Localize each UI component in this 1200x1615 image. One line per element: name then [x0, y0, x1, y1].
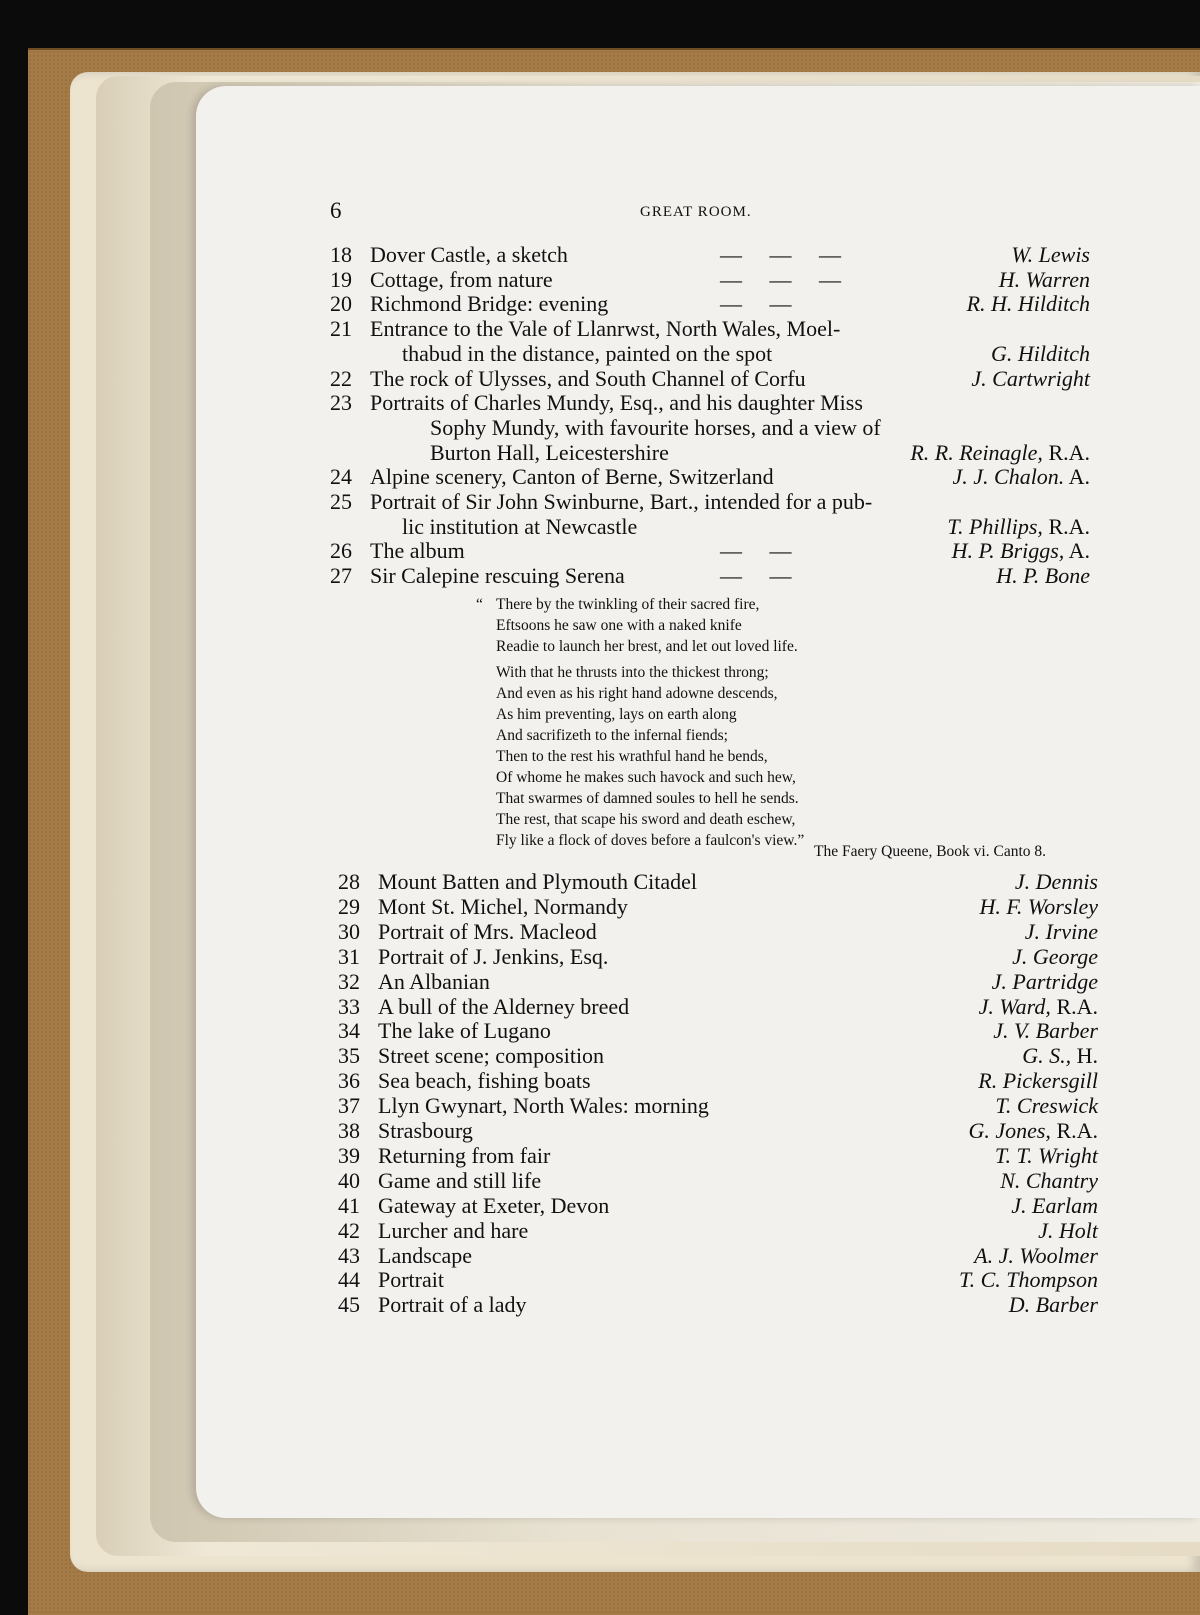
- entry-number: 43: [338, 1243, 360, 1268]
- artist-italic: H. F. Worsley: [979, 894, 1098, 919]
- entry-title: Portraits of Charles Mundy, Esq., and his daughter Miss: [370, 390, 863, 415]
- artist-name: [1025, 919, 1098, 945]
- catalogue-entry: [338, 894, 1098, 919]
- artist-name: [952, 464, 1090, 490]
- page-number: 6: [330, 198, 342, 223]
- artist-name: [1000, 1168, 1098, 1194]
- entry-title: Entrance to the Vale of Llanrwst, North Wales, Moel-: [370, 316, 841, 341]
- artist-italic: H. P. Bone: [996, 563, 1090, 588]
- entry-number: 39: [338, 1143, 360, 1168]
- artist-name: [978, 1068, 1098, 1094]
- entry-number: 33: [338, 994, 360, 1019]
- catalogue-entry: [338, 944, 1098, 969]
- catalogue-entry: [338, 869, 1098, 894]
- catalogue-entry: [338, 1218, 1098, 1243]
- entry-title: The album: [370, 538, 465, 563]
- entry-title: Gateway at Exeter, Devon: [378, 1193, 610, 1218]
- artist-name: [979, 894, 1098, 920]
- leader-dashes: — — —: [720, 242, 841, 267]
- catalogue-entry: [338, 1118, 1098, 1143]
- artist-italic: J. Dennis: [1014, 869, 1098, 894]
- artist-name: [992, 969, 1098, 995]
- entry-number: 19: [330, 267, 352, 292]
- artist-name: [999, 267, 1090, 293]
- artist-name: [1011, 1193, 1098, 1219]
- artist-name: [968, 1118, 1098, 1144]
- artist-italic: J. Partridge: [991, 969, 1098, 994]
- verse-line: Readie to launch her brest, and let out loved life.: [496, 638, 798, 655]
- artist-italic: W. Lewis: [1011, 242, 1090, 267]
- entry-title: Richmond Bridge: evening: [370, 291, 609, 316]
- entry-number: 41: [338, 1193, 360, 1218]
- entry-title: Llyn Gwynart, North Wales: morning: [378, 1093, 709, 1118]
- catalogue-entry: [330, 316, 1090, 341]
- entry-title: Burton Hall, Leicestershire: [430, 440, 669, 465]
- artist-name: [971, 366, 1090, 392]
- artist-name: [1011, 242, 1090, 268]
- artist-italic: J. Cartwright: [971, 366, 1090, 391]
- artist-suffix: R.A.: [1042, 514, 1090, 539]
- entry-title: Lurcher and hare: [378, 1218, 529, 1243]
- catalogue-entry: [330, 464, 1090, 489]
- artist-italic: R. Pickersgill: [978, 1068, 1098, 1093]
- artist-italic: G. S.,: [1022, 1043, 1072, 1068]
- artist-italic: J. Ward,: [978, 994, 1051, 1019]
- artist-suffix: R.A.: [1050, 1118, 1098, 1143]
- artist-suffix: A.: [1064, 538, 1090, 563]
- catalogue-entry: [338, 1068, 1098, 1093]
- artist-name: [993, 1018, 1098, 1044]
- entry-title: The rock of Ulysses, and South Channel of Corfu: [370, 366, 806, 391]
- artist-suffix: A.: [1064, 464, 1090, 489]
- catalogue-entry: [338, 1292, 1098, 1317]
- artist-italic: T. Phillips,: [947, 514, 1043, 539]
- entry-title: Sir Calepine rescuing Serena: [370, 563, 625, 588]
- entry-title: An Albanian: [378, 969, 490, 994]
- artist-italic: J. George: [1012, 944, 1098, 969]
- artist-name: [947, 514, 1090, 540]
- catalogue-entry: [338, 1243, 1098, 1268]
- entry-title: Portrait of Mrs. Macleod: [378, 919, 597, 944]
- artist-name: [959, 1267, 1098, 1293]
- leader-dashes: — —: [720, 291, 792, 316]
- catalogue-entry: [330, 514, 1090, 539]
- entry-number: 34: [338, 1018, 360, 1043]
- artist-italic: T. Creswick: [995, 1093, 1098, 1118]
- artist-name: [1022, 1043, 1098, 1069]
- artist-name: [952, 538, 1090, 564]
- catalogue-entry: [338, 1018, 1098, 1043]
- artist-italic: G. Hilditch: [991, 341, 1090, 366]
- entry-title: Portrait: [378, 1267, 444, 1292]
- verse-line: And sacrifizeth to the infernal fiends;: [496, 727, 728, 744]
- entry-title: Portrait of Sir John Swinburne, Bart., intended for a pub-: [370, 489, 873, 514]
- entry-number: 42: [338, 1218, 360, 1243]
- verse-line: Of whome he makes such havock and such hew,: [496, 769, 796, 786]
- entry-title: Sea beach, fishing boats: [378, 1068, 591, 1093]
- entry-title: Mont St. Michel, Normandy: [378, 894, 628, 919]
- entry-number: 35: [338, 1043, 360, 1068]
- page-header: [330, 198, 1090, 226]
- verse-line: The rest, that scape his sword and death eschew,: [496, 811, 796, 828]
- catalogue-entry: [330, 242, 1090, 267]
- entry-title: Cottage, from nature: [370, 267, 553, 292]
- entry-title: Returning from fair: [378, 1143, 551, 1168]
- verse-line: Fly like a flock of doves before a faulcon's view.”: [496, 832, 805, 849]
- artist-italic: N. Chantry: [1000, 1168, 1098, 1193]
- verse-line: As him preventing, lays on earth along: [496, 706, 737, 723]
- catalogue-entry: [330, 366, 1090, 391]
- artist-italic: J. V. Barber: [993, 1018, 1098, 1043]
- entry-number: 27: [330, 563, 352, 588]
- artist-name: [1009, 1292, 1098, 1318]
- entry-number: 20: [330, 291, 352, 316]
- verse-citation: The Faery Queene, Book vi. Canto 8.: [813, 843, 1046, 860]
- artist-italic: G. Jones,: [968, 1118, 1051, 1143]
- artist-italic: J. J. Chalon.: [952, 464, 1065, 489]
- catalogue-entry: [338, 1043, 1098, 1068]
- entry-title: Sophy Mundy, with favourite horses, and a view of: [430, 415, 881, 440]
- verse-line: There by the twinkling of their sacred fire,: [496, 596, 760, 613]
- entry-title: lic institution at Newcastle: [402, 514, 638, 539]
- entry-title: thabud in the distance, painted on the spot: [402, 341, 773, 366]
- entry-title: The lake of Lugano: [378, 1018, 551, 1043]
- artist-italic: T. T. Wright: [994, 1143, 1098, 1168]
- catalogue-entry: [330, 538, 1090, 563]
- artist-name: [1015, 869, 1098, 895]
- catalogue-entry: [338, 1168, 1098, 1193]
- entry-number: 38: [338, 1118, 360, 1143]
- entry-number: 26: [330, 538, 352, 563]
- entry-title: Strasbourg: [378, 1118, 473, 1143]
- entry-number: 21: [330, 316, 352, 341]
- catalogue-entry: [338, 1267, 1098, 1292]
- artist-name: [995, 1093, 1098, 1119]
- verse-line: Eftsoons he saw one with a naked knife: [496, 617, 742, 634]
- artist-suffix: R.A.: [1050, 994, 1098, 1019]
- catalogue-entry: [330, 563, 1090, 588]
- entry-title: A bull of the Alderney breed: [378, 994, 630, 1019]
- entry-number: 36: [338, 1068, 360, 1093]
- verse-line: With that he thrusts into the thickest throng;: [496, 664, 769, 681]
- artist-italic: R. H. Hilditch: [966, 291, 1090, 316]
- artist-italic: T. C. Thompson: [959, 1267, 1098, 1292]
- catalogue-entry: [338, 969, 1098, 994]
- artist-suffix: H.: [1071, 1043, 1098, 1068]
- leader-dashes: — — —: [720, 267, 841, 292]
- running-head: GREAT ROOM.: [640, 204, 752, 220]
- entry-title: Landscape: [378, 1243, 473, 1268]
- entry-title: Portrait of J. Jenkins, Esq.: [378, 944, 609, 969]
- entry-title: Alpine scenery, Canton of Berne, Switzerland: [370, 464, 774, 489]
- artist-name: [967, 291, 1090, 317]
- entry-number: 37: [338, 1093, 360, 1118]
- catalogue-entry: [330, 440, 1090, 465]
- artist-italic: J. Irvine: [1024, 919, 1098, 944]
- artist-name: [996, 563, 1090, 589]
- artist-name: [995, 1143, 1098, 1169]
- entry-number: 30: [338, 919, 360, 944]
- entry-title: Game and still life: [378, 1168, 542, 1193]
- entry-number: 23: [330, 390, 352, 415]
- entry-number: 31: [338, 944, 360, 969]
- entry-title: Street scene; composition: [378, 1043, 605, 1068]
- artist-suffix: R.A.: [1042, 440, 1090, 465]
- entry-number: 45: [338, 1292, 360, 1317]
- artist-italic: H. P. Briggs,: [951, 538, 1065, 563]
- catalogue-entry: [330, 390, 1090, 415]
- verse-line: That swarmes of damned soules to hell he sends.: [496, 790, 799, 807]
- entry-number: 24: [330, 464, 352, 489]
- entry-title: Dover Castle, a sketch: [370, 242, 568, 267]
- entry-number: 32: [338, 969, 360, 994]
- entry-number: 44: [338, 1267, 360, 1292]
- leader-dashes: — —: [720, 538, 792, 563]
- catalogue-entry: [330, 267, 1090, 292]
- artist-name: [1038, 1218, 1098, 1244]
- catalogue-entry: [338, 919, 1098, 944]
- artist-name: [910, 440, 1090, 466]
- catalogue-entry: [330, 291, 1090, 316]
- artist-name: [1012, 944, 1098, 970]
- verse-line: Then to the rest his wrathful hand he bends,: [496, 748, 768, 765]
- artist-italic: R. R. Reinagle,: [910, 440, 1043, 465]
- artist-italic: H. Warren: [998, 267, 1090, 292]
- catalogue-entry: [338, 1143, 1098, 1168]
- verse-line: And even as his right hand adowne descends,: [496, 685, 778, 702]
- catalogue-entry: [330, 415, 1090, 440]
- catalogue-entry: [330, 489, 1090, 514]
- entry-number: 29: [338, 894, 360, 919]
- entry-number: 40: [338, 1168, 360, 1193]
- entry-number: 28: [338, 869, 360, 894]
- entry-title: Mount Batten and Plymouth Citadel: [378, 869, 697, 894]
- artist-name: [991, 341, 1090, 367]
- catalogue-entry: [338, 1093, 1098, 1118]
- entry-title: Portrait of a lady: [378, 1292, 527, 1317]
- leader-dashes: — —: [720, 563, 792, 588]
- artist-name: [979, 994, 1098, 1020]
- catalogue-entry: [330, 341, 1090, 366]
- catalogue-entry: [338, 1193, 1098, 1218]
- catalogue-entry: [338, 994, 1098, 1019]
- artist-italic: D. Barber: [1008, 1292, 1098, 1317]
- entry-number: 25: [330, 489, 352, 514]
- artist-italic: J. Holt: [1038, 1218, 1098, 1243]
- entry-number: 22: [330, 366, 352, 391]
- artist-italic: A. J. Woolmer: [974, 1243, 1098, 1268]
- artist-italic: J. Earlam: [1011, 1193, 1098, 1218]
- opening-quote-mark: “: [476, 596, 483, 613]
- entry-number: 18: [330, 242, 352, 267]
- artist-name: [974, 1243, 1098, 1269]
